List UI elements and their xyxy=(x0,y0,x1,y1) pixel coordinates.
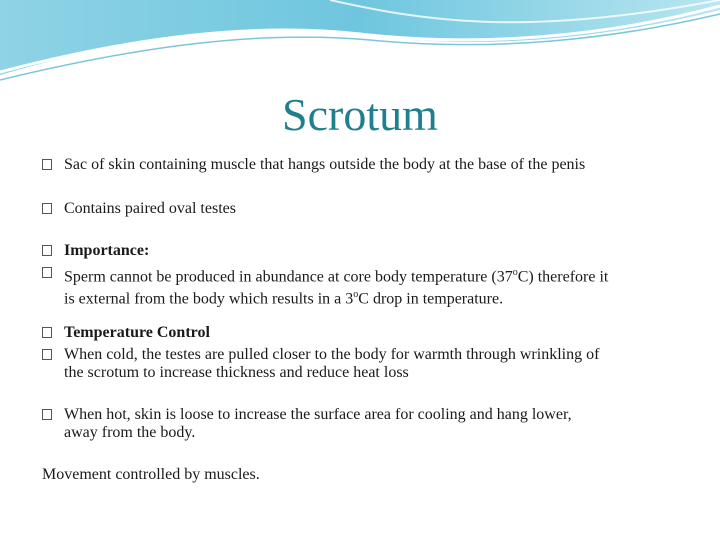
checkbox-bullet-icon xyxy=(42,267,52,278)
checkbox-bullet-icon xyxy=(42,159,52,170)
checkbox-bullet-icon xyxy=(42,203,52,214)
checkbox-bullet-icon xyxy=(42,409,52,420)
header-wave-decoration xyxy=(0,0,720,90)
bullet-text: Sac of skin containing muscle that hangs outside the body at the base of the penis xyxy=(64,156,586,173)
bullet-text-continuation: is external from the body which results in a 3$^o$C drop in temperature. xyxy=(64,289,504,308)
list-item xyxy=(46,156,686,174)
checkbox-bullet-icon xyxy=(42,245,52,256)
bullet-text: Contains paired oval testes xyxy=(64,200,236,217)
bullet-text: When cold, the testes are pulled closer to the body for warmth through wrinkling of xyxy=(64,346,600,363)
list-item xyxy=(46,324,686,342)
list-item xyxy=(46,200,686,218)
bullet-text-continuation: away from the body. xyxy=(64,424,196,441)
footer-note: Movement controlled by muscles. xyxy=(42,466,260,483)
bullet-text: Sperm cannot be produced in abundance at core body temperature (37$^o$C) therefore it xyxy=(64,267,609,286)
list-item xyxy=(46,242,686,260)
bullet-heading: Temperature Control xyxy=(64,324,210,341)
checkbox-bullet-icon xyxy=(42,327,52,338)
bullet-text-continuation: the scrotum to increase thickness and reduce heat loss xyxy=(64,364,409,381)
bullet-text: When hot, skin is loose to increase the surface area for cooling and hang lower, xyxy=(64,406,572,423)
list-item xyxy=(46,264,686,309)
bullet-heading: Importance: xyxy=(64,242,150,259)
list-item xyxy=(46,346,686,382)
list-item xyxy=(46,406,686,442)
slide-title: Scrotum xyxy=(282,89,438,140)
checkbox-bullet-icon xyxy=(42,349,52,360)
